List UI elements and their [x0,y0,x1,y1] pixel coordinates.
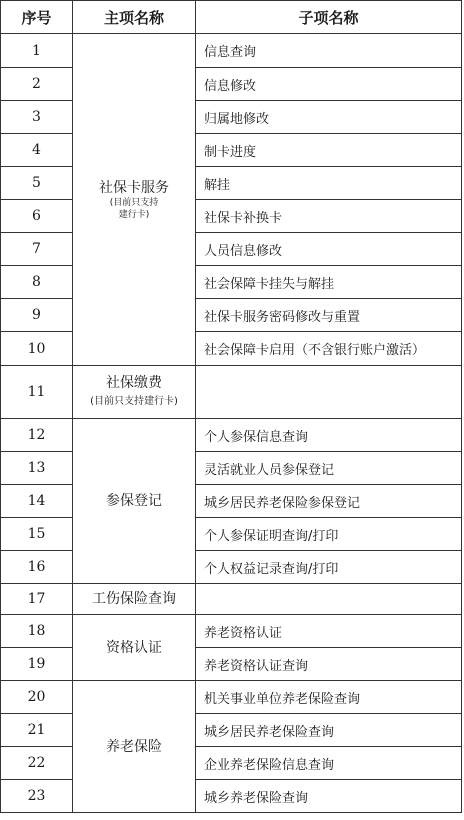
sub-item [196,584,462,615]
table-row [1,452,462,485]
header-sub: 子项名称 [196,1,462,34]
row-number: 20 [1,681,73,714]
main-item-registration [73,419,196,584]
row-number: 4 [1,134,73,167]
sub-item: 解挂 [196,167,462,200]
table-row [1,101,462,134]
sub-item: 制卡进度 [196,134,462,167]
table-row [1,68,462,101]
main-item-injury [73,584,196,615]
sub-item: 养老资格认证 [196,615,462,648]
sub-item: 人员信息修改 [196,233,462,266]
table-row [1,200,462,233]
header-main: 主项名称 [73,1,196,34]
table-row [1,134,462,167]
table-row [1,233,462,266]
sub-item: 信息查询 [196,34,462,68]
main-item-card-service [73,34,196,366]
sub-item: 个人参保证明查询/打印 [196,518,462,551]
table-row [1,167,462,200]
row-number: 17 [1,584,73,615]
table-row [1,332,462,366]
row-number: 3 [1,101,73,134]
row-number: 2 [1,68,73,101]
table-row [1,648,462,681]
header-row [1,1,462,34]
row-number: 13 [1,452,73,485]
row-number: 19 [1,648,73,681]
row-number: 11 [1,366,73,419]
table-row [1,615,462,648]
sub-item: 企业养老保险信息查询 [196,747,462,780]
row-number: 5 [1,167,73,200]
table-row [1,299,462,332]
sub-item: 信息修改 [196,68,462,101]
header-seq: 序号 [1,1,73,34]
table-row [1,366,462,419]
table-row [1,485,462,518]
row-number: 18 [1,615,73,648]
main-item-note: (目前只支持 [109,197,159,208]
main-item-payment [73,366,196,419]
sub-item: 归属地修改 [196,101,462,134]
row-number: 22 [1,747,73,780]
row-number: 7 [1,233,73,266]
main-item-name: 资格认证 [106,639,162,656]
table-row [1,681,462,714]
table-row [1,714,462,747]
row-number: 8 [1,266,73,299]
row-number: 15 [1,518,73,551]
sub-item: 城乡居民养老保险查询 [196,714,462,747]
main-item-qualification [73,615,196,681]
sub-item: 社保卡补换卡 [196,200,462,233]
row-number: 1 [1,34,73,68]
row-number: 21 [1,714,73,747]
sub-item: 城乡养老保险查询 [196,780,462,813]
row-number: 9 [1,299,73,332]
sub-item: 灵活就业人员参保登记 [196,452,462,485]
table-row [1,419,462,452]
main-item-note: (目前只支持建行卡) [90,396,178,407]
main-item-name: 社保缴费 [106,375,162,391]
table-row [1,34,462,68]
sub-item: 社会保障卡启用（不含银行账户激活） [196,332,462,366]
sub-item: 养老资格认证查询 [196,648,462,681]
row-number: 6 [1,200,73,233]
row-number: 14 [1,485,73,518]
row-number: 10 [1,332,73,366]
sub-item: 个人参保信息查询 [196,419,462,452]
row-number: 16 [1,551,73,584]
main-item-note: 建行卡) [118,209,150,220]
sub-item: 个人权益记录查询/打印 [196,551,462,584]
row-number: 12 [1,419,73,452]
table-row [1,780,462,813]
table-row [1,266,462,299]
table-row [1,747,462,780]
row-number: 23 [1,780,73,813]
sub-item: 社会保障卡挂失与解挂 [196,266,462,299]
sub-item: 机关事业单位养老保险查询 [196,681,462,714]
main-item-name: 参保登记 [106,493,162,509]
table-row [1,584,462,615]
main-item-name: 工伤保险查询 [92,591,176,607]
main-item-name: 养老保险 [106,738,162,755]
sub-item: 社保卡服务密码修改与重置 [196,299,462,332]
main-item-pension [73,681,196,813]
table-row [1,551,462,584]
sub-item [196,366,462,419]
main-item-name: 社保卡服务 [99,179,169,196]
table-row [1,518,462,551]
sub-item: 城乡居民养老保险参保登记 [196,485,462,518]
